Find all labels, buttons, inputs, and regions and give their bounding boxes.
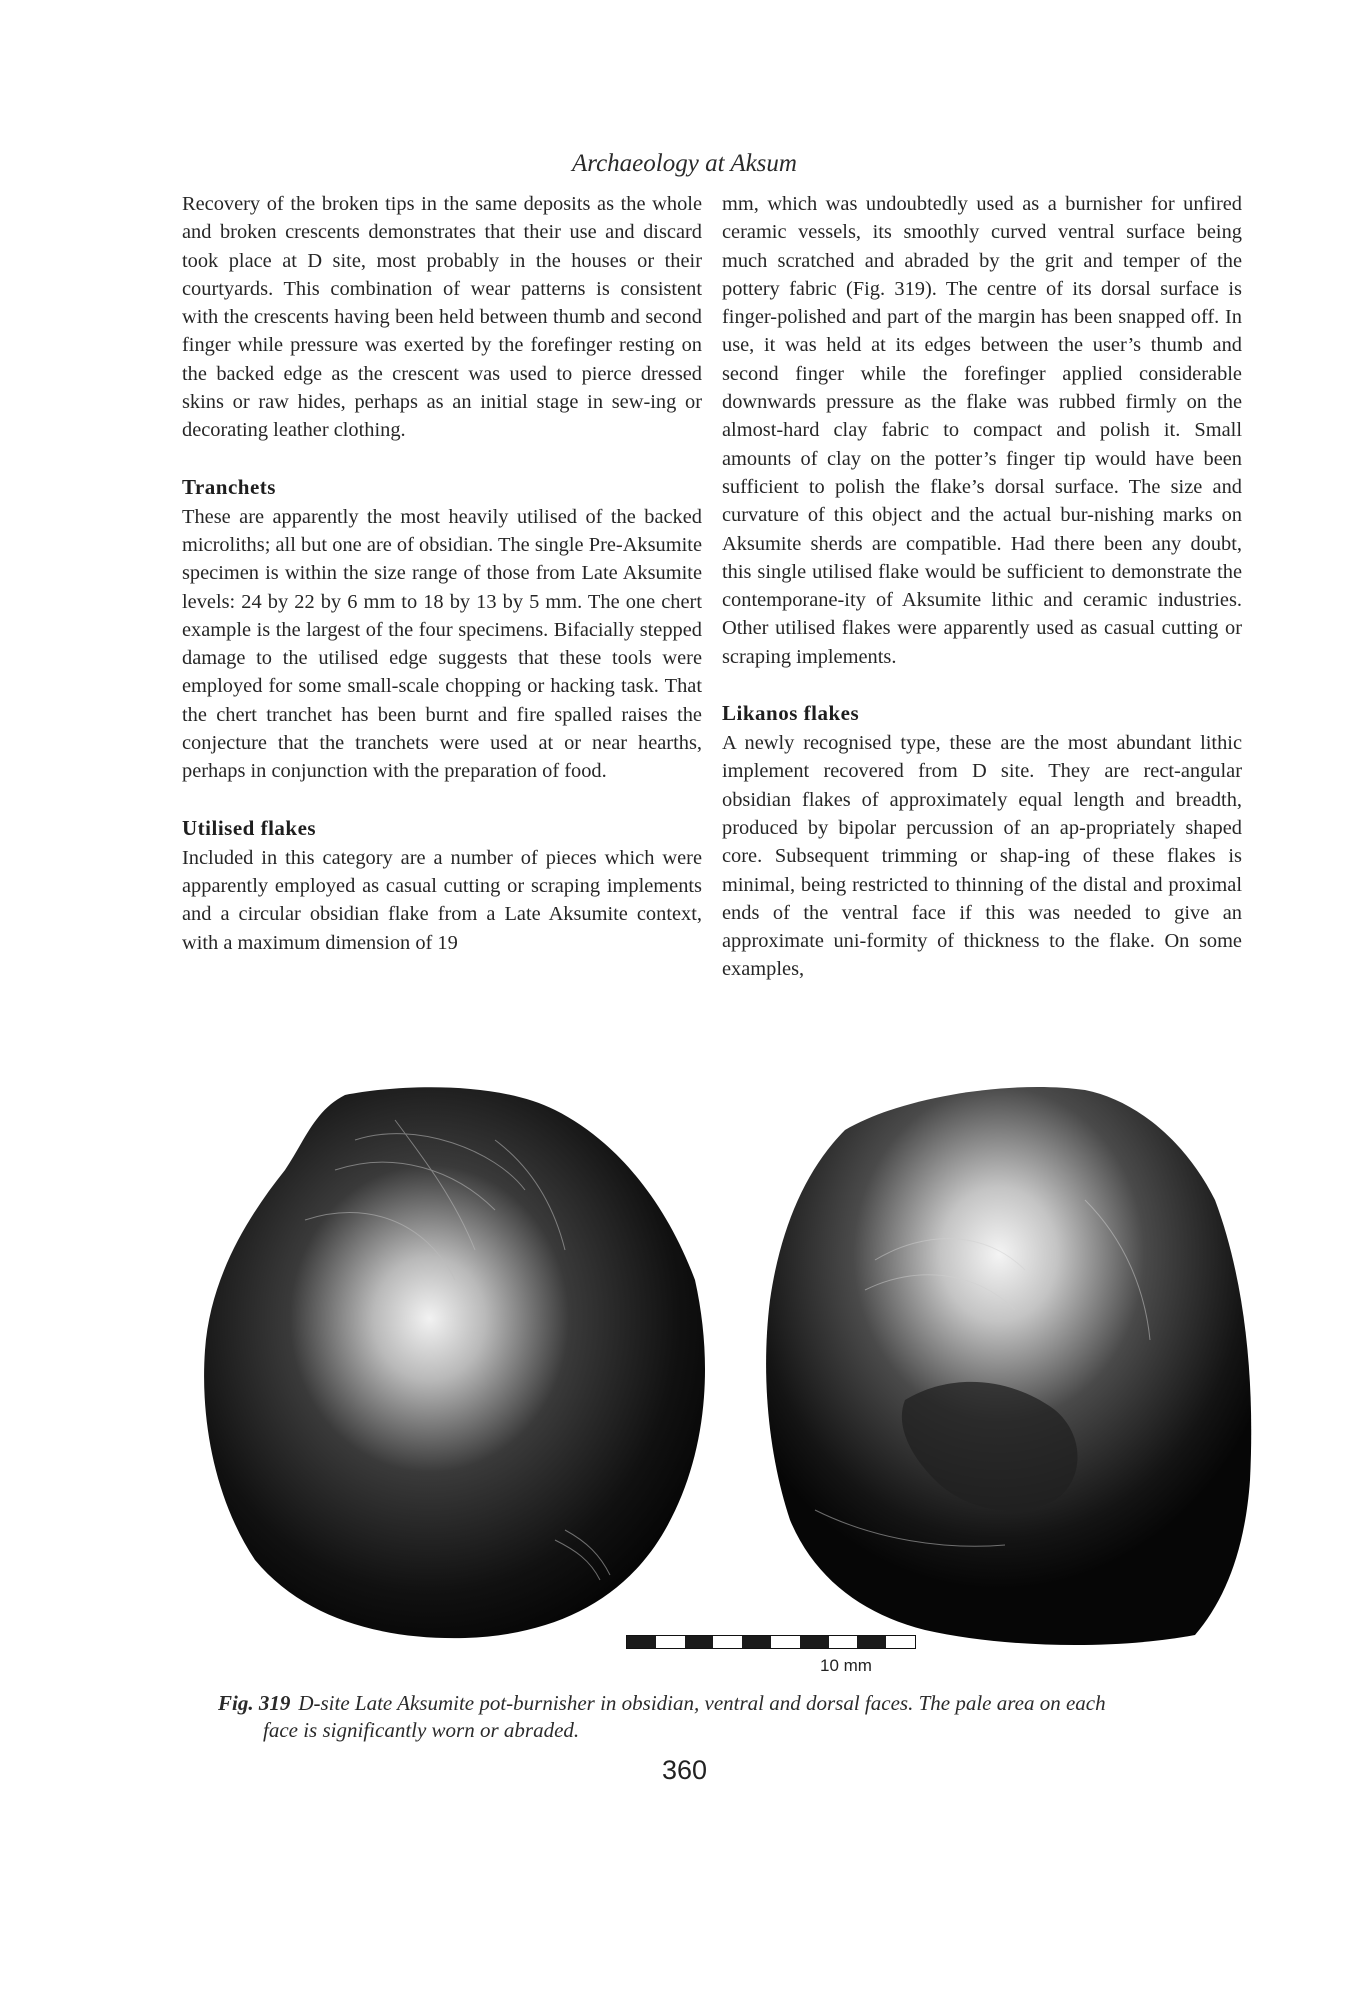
figure-number: Fig. 319 [218,1691,291,1715]
paragraph-likanos-flakes: A newly recognised type, these are the most abundant lithic implement recovered from D site. They are rect-angular obsidian flakes of approximately equal length and breadth, produced by bipolar percussion of an ap-propriately shaped core. Subsequent trimming or shap-ing of these flakes is minimal, being restricted to thinning of the distal and proximal ends of the ventral face if this was needed to give an approximate uni-formity of thickness to the flake. On some examples, [722,732,1242,981]
running-head: Archaeology at Aksum [572,150,797,177]
paragraph-tranchets: These are apparently the most heavily utilised of the backed microliths; all but one are of obsidian. The single Pre-Aksumite specimen is within the size range of those from Late Aksumite levels: 24 by 22 by 6 mm to 18 by 13 by 5 mm. The one chert example is the largest of the four specimens. Bifacially stepped damage to the utilised edge suggests that these tools were employed for some small-scale chopping or hacking task. That the chert tranchet has been burnt and fire spalled raises the conjecture that the tranchets were used at or near hearths, perhaps in conjunction with the preparation of food. [182,505,702,783]
heading-utilised-flakes: Utilised flakes [182,815,317,840]
figure-caption [218,1690,1228,1744]
scale-bar [626,1635,916,1649]
scale-label: 10 mm [820,1656,872,1675]
caption-line-1: D-site Late Aksumite pot-burnisher in obsidian, ventral and dorsal faces. The pale area on each [298,1691,1106,1715]
page-number: 360 [661,1755,708,1785]
ventral-face-photo [195,1080,715,1640]
left-column [182,190,702,957]
caption-line-2: face is significantly worn or abraded. [263,1718,580,1742]
heading-likanos-flakes: Likanos flakes [722,701,860,726]
right-column [722,190,1242,984]
paragraph-burnisher: mm, which was undoubtedly used as a burnisher for unfired ceramic vessels, its smoothly curved ventral surface being much scratched and abraded by the grit and temper of the pottery fabric (Fig. 319). The centre of its dorsal surface is finger-polished and part of the margin has been snapped off. In use, it was held at its edges between the user’s thumb and second finger while the forefinger applied considerable downwards pressure as the flake was rubbed firmly on the almost-hard clay fabric to compact and polish it. Small amounts of clay on the potter’s finger tip would have been sufficient to polish the flake’s dorsal surface. The size and curvature of this object and the actual bur-nishing marks on Aksumite sherds are compatible. Had there been any doubt, this single utilised flake would be sufficient to demonstrate the contemporane-ity of Aksumite lithic and ceramic industries. Other utilised flakes were apparently used as casual cutting or scraping implements. [722,193,1242,668]
heading-tranchets: Tranchets [182,474,276,499]
paragraph-utilised-flakes: Included in this category are a number of pieces which were apparently employed as casual cutting or scraping implements and a circular obsidian flake from a Late Aksumite context, with a maximum dimension of 19 [182,846,702,954]
dorsal-face-photo [755,1080,1260,1650]
paragraph-crescents: Recovery of the broken tips in the same deposits as the whole and broken crescents demonstrates that their use and discard took place at D site, most probably in the houses or their courtyards. This combination of wear patterns is consistent with the crescents having been held between thumb and second finger while pressure was exerted by the forefinger resting on the backed edge as the crescent was used to pierce dressed skins or raw hides, perhaps as an initial stage in sew-ing or decorating leather clothing. [182,193,702,442]
